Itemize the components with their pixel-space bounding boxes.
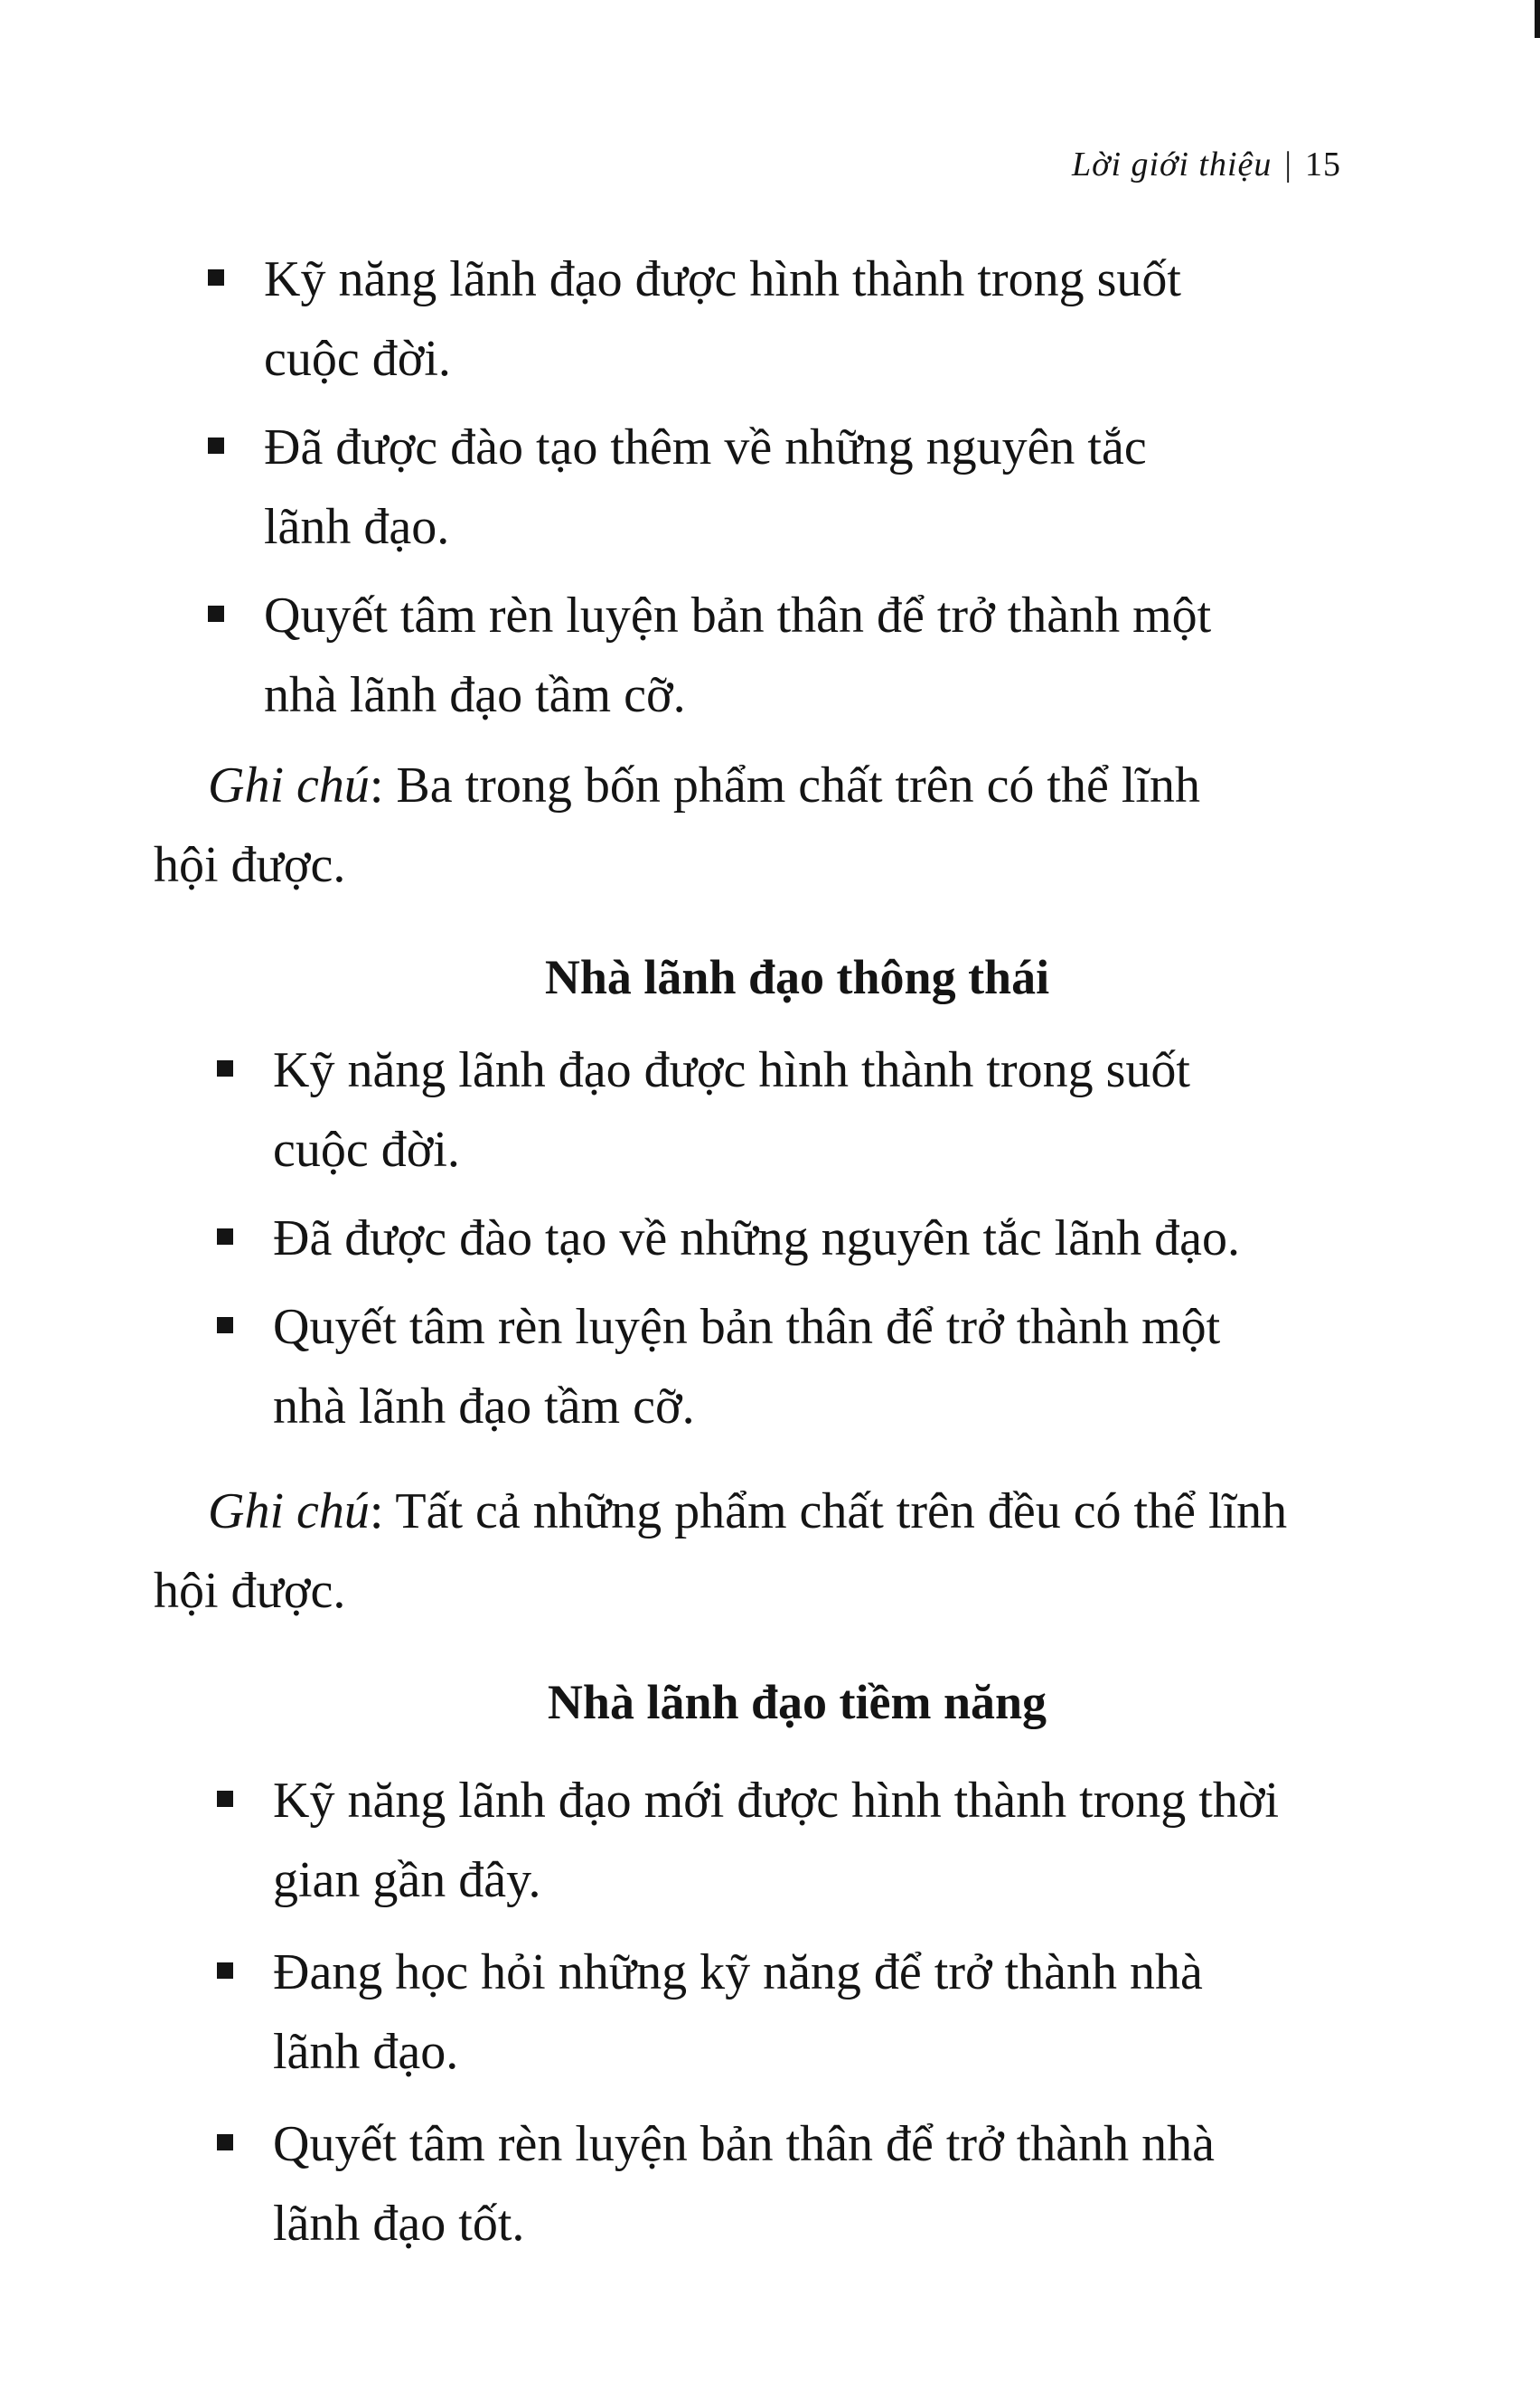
- list-item: [208, 240, 1540, 399]
- bullet-marker: [217, 1317, 233, 1333]
- list-item-line: nhà lãnh đạo tầm cỡ.: [264, 667, 686, 723]
- note-text: : Tất cả những phẩm chất trên đều có thể lĩnh: [369, 1483, 1288, 1539]
- bullet-marker: [208, 606, 224, 622]
- note-text: : Ba trong bốn phẩm chất trên có thể lĩnh: [369, 757, 1200, 814]
- bullet-marker: [217, 1791, 233, 1807]
- note-label: Ghi chú: [208, 757, 370, 814]
- list-item: [217, 1287, 1540, 1446]
- running-header-separator: |: [1284, 146, 1292, 183]
- running-header-section: Lời giới thiệu: [1072, 146, 1272, 183]
- section-intro-list: [0, 240, 1540, 735]
- list-item-line: nhà lãnh đạo tầm cỡ.: [273, 1378, 695, 1435]
- list-item-line: Kỹ năng lãnh đạo được hình thành trong suốt: [264, 251, 1181, 307]
- bullet-marker: [217, 1962, 233, 1979]
- page-edge-mark: [1535, 0, 1540, 38]
- list-item: [208, 576, 1540, 735]
- bullet-marker: [217, 1060, 233, 1077]
- list-item: [217, 1199, 1540, 1278]
- note-paragraph: [154, 1472, 1383, 1631]
- list-item-line: gian gần đây.: [273, 1852, 541, 1908]
- list-item-line: Kỹ năng lãnh đạo mới được hình thành trong thời: [273, 1773, 1280, 1829]
- list-item-line: lãnh đạo tốt.: [273, 2196, 525, 2252]
- list-item-line: Kỹ năng lãnh đạo được hình thành trong suốt: [273, 1042, 1190, 1098]
- note-text: hội được.: [154, 837, 346, 893]
- page-number: 15: [1305, 146, 1341, 183]
- list-item-line: cuộc đời.: [264, 331, 451, 387]
- bullet-marker: [217, 1228, 233, 1245]
- list-item-line: lãnh đạo.: [264, 499, 450, 555]
- section-list: [0, 1761, 1540, 2263]
- list-item-line: Quyết tâm rèn luyện bản thân để trở thành một: [273, 1299, 1221, 1355]
- list-item-line: Quyết tâm rèn luyện bản thân để trở thành một: [264, 588, 1212, 644]
- list-item: [217, 1030, 1540, 1190]
- section-heading: Nhà lãnh đạo tiềm năng: [547, 1675, 1047, 1729]
- section-heading: Nhà lãnh đạo thông thái: [544, 950, 1050, 1004]
- note-paragraph: [154, 746, 1365, 905]
- running-header: [1072, 145, 1341, 184]
- note-label: Ghi chú: [208, 1483, 370, 1539]
- list-item-line: cuộc đời.: [273, 1122, 460, 1178]
- section-list: [0, 1030, 1540, 1446]
- list-item: [208, 408, 1540, 567]
- note-text: hội được.: [154, 1563, 346, 1619]
- bullet-marker: [208, 438, 224, 454]
- bullet-marker: [217, 2134, 233, 2150]
- list-item-line: Quyết tâm rèn luyện bản thân để trở thành nhà: [273, 2116, 1215, 2172]
- list-item: [217, 1933, 1540, 2092]
- list-item-line: lãnh đạo.: [273, 2024, 459, 2080]
- list-item-line: Đã được đào tạo thêm về những nguyên tắc: [264, 419, 1147, 475]
- bullet-marker: [208, 269, 224, 286]
- list-item-line: Đang học hỏi những kỹ năng để trở thành nhà: [273, 1944, 1203, 2000]
- list-item: [217, 2104, 1540, 2263]
- list-item: [217, 1761, 1540, 1920]
- list-item-line: Đã được đào tạo về những nguyên tắc lãnh đạo.: [273, 1210, 1240, 1266]
